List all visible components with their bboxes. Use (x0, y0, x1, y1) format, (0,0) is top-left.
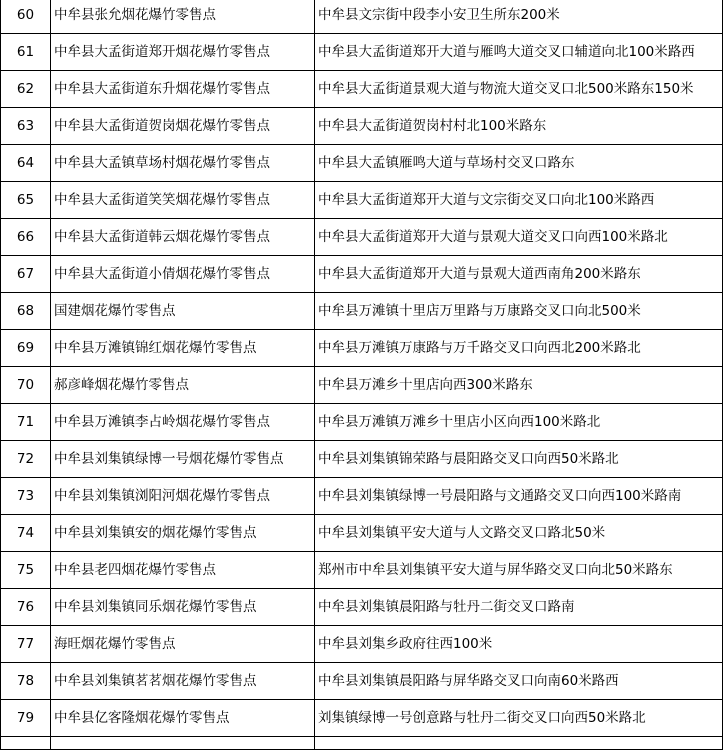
shop-name-cell: 郝彦峰烟花爆竹零售点 (51, 367, 315, 404)
shop-name-cell: 中牟县刘集镇同乐烟花爆竹零售点 (51, 589, 315, 626)
shop-name-cell: 国建烟花爆竹零售点 (51, 293, 315, 330)
shop-name-cell: 中牟县亿客隆烟花爆竹零售点 (51, 700, 315, 737)
table-row (1, 71, 723, 108)
address-cell: 中牟县大孟街道郑开大道与雁鸣大道交叉口辅道向北100米路西 (315, 34, 723, 71)
shop-name-cell: 中牟县大孟街道贺岗烟花爆竹零售点 (51, 108, 315, 145)
row-number-cell: 69 (1, 330, 51, 367)
table-row-partial (1, 737, 723, 750)
row-number-cell: 60 (1, 0, 51, 34)
address-cell: 中牟县刘集镇晨阳路与屏华路交叉口向南60米路西 (315, 663, 723, 700)
row-number-cell: 73 (1, 478, 51, 515)
address-cell: 中牟县大孟街道郑开大道与景观大道交叉口向西100米路北 (315, 219, 723, 256)
row-number-cell: 71 (1, 404, 51, 441)
table-row (1, 700, 723, 737)
address-cell: 中牟县刘集镇绿博一号晨阳路与文通路交叉口向西100米路南 (315, 478, 723, 515)
table-row (1, 293, 723, 330)
row-number-cell: 61 (1, 34, 51, 71)
table-row (1, 478, 723, 515)
row-number-cell: 67 (1, 256, 51, 293)
address-cell: 中牟县刘集镇平安大道与人文路交叉口路北50米 (315, 515, 723, 552)
row-number-cell: 66 (1, 219, 51, 256)
address-cell: 中牟县万滩镇十里店万里路与万康路交叉口向北500米 (315, 293, 723, 330)
shop-name-cell: 中牟县大孟街道郑开烟花爆竹零售点 (51, 34, 315, 71)
empty-cell (315, 737, 723, 750)
address-cell: 中牟县刘集乡政府往西100米 (315, 626, 723, 663)
shop-name-cell: 中牟县大孟街道小倩烟花爆竹零售点 (51, 256, 315, 293)
address-cell: 中牟县刘集镇锦荣路与晨阳路交叉口向西50米路北 (315, 441, 723, 478)
address-cell: 中牟县大孟街道景观大道与物流大道交叉口北500米路东150米 (315, 71, 723, 108)
table-row (1, 663, 723, 700)
row-number-cell: 74 (1, 515, 51, 552)
table-row (1, 404, 723, 441)
empty-cell (1, 737, 51, 750)
shop-name-cell: 中牟县大孟街道笑笑烟花爆竹零售点 (51, 182, 315, 219)
row-number-cell: 72 (1, 441, 51, 478)
row-number-cell: 63 (1, 108, 51, 145)
address-cell: 中牟县大孟镇雁鸣大道与草场村交叉口路东 (315, 145, 723, 182)
shop-name-cell: 中牟县刘集镇茗茗烟花爆竹零售点 (51, 663, 315, 700)
shop-name-cell: 中牟县万滩镇锦红烟花爆竹零售点 (51, 330, 315, 367)
row-number-cell: 64 (1, 145, 51, 182)
address-cell: 中牟县大孟街道贺岗村村北100米路东 (315, 108, 723, 145)
address-cell: 中牟县万滩镇万康路与万千路交叉口向西北200米路北 (315, 330, 723, 367)
shop-name-cell: 中牟县老四烟花爆竹零售点 (51, 552, 315, 589)
address-cell: 中牟县万滩镇万滩乡十里店小区向西100米路北 (315, 404, 723, 441)
table-row (1, 515, 723, 552)
table-row (1, 441, 723, 478)
row-number-cell: 75 (1, 552, 51, 589)
table-row (1, 145, 723, 182)
shop-name-cell: 中牟县刘集镇安的烟花爆竹零售点 (51, 515, 315, 552)
shop-name-cell: 中牟县大孟镇草场村烟花爆竹零售点 (51, 145, 315, 182)
row-number-cell: 70 (1, 367, 51, 404)
address-cell: 刘集镇绿博一号创意路与牡丹二街交叉口向西50米路北 (315, 700, 723, 737)
address-cell: 中牟县文宗街中段李小安卫生所东200米 (315, 0, 723, 34)
table-row (1, 330, 723, 367)
table-row (1, 589, 723, 626)
row-number-cell: 76 (1, 589, 51, 626)
address-cell: 郑州市中牟县刘集镇平安大道与屏华路交叉口向北50米路东 (315, 552, 723, 589)
empty-cell (51, 737, 315, 750)
shop-name-cell: 中牟县万滩镇李占岭烟花爆竹零售点 (51, 404, 315, 441)
shop-name-cell: 中牟县刘集镇浏阳河烟花爆竹零售点 (51, 478, 315, 515)
table-body (1, 0, 723, 750)
table-row (1, 256, 723, 293)
row-number-cell: 77 (1, 626, 51, 663)
table-row (1, 0, 723, 34)
table-row (1, 626, 723, 663)
address-cell: 中牟县刘集镇晨阳路与牡丹二街交叉口路南 (315, 589, 723, 626)
row-number-cell: 65 (1, 182, 51, 219)
address-cell: 中牟县大孟街道郑开大道与景观大道西南角200米路东 (315, 256, 723, 293)
row-number-cell: 68 (1, 293, 51, 330)
address-cell: 中牟县大孟街道郑开大道与文宗街交叉口向北100米路西 (315, 182, 723, 219)
address-cell: 中牟县万滩乡十里店向西300米路东 (315, 367, 723, 404)
table-row (1, 367, 723, 404)
row-number-cell: 62 (1, 71, 51, 108)
shop-name-cell: 中牟县大孟街道东升烟花爆竹零售点 (51, 71, 315, 108)
table-row (1, 182, 723, 219)
table-row (1, 34, 723, 71)
row-number-cell: 78 (1, 663, 51, 700)
shop-name-cell: 海旺烟花爆竹零售点 (51, 626, 315, 663)
table-row (1, 108, 723, 145)
table-row (1, 552, 723, 589)
table-row (1, 219, 723, 256)
shop-name-cell: 中牟县刘集镇绿博一号烟花爆竹零售点 (51, 441, 315, 478)
shop-name-cell: 中牟县大孟街道韩云烟花爆竹零售点 (51, 219, 315, 256)
shop-name-cell: 中牟县张允烟花爆竹零售点 (51, 0, 315, 34)
row-number-cell: 79 (1, 700, 51, 737)
